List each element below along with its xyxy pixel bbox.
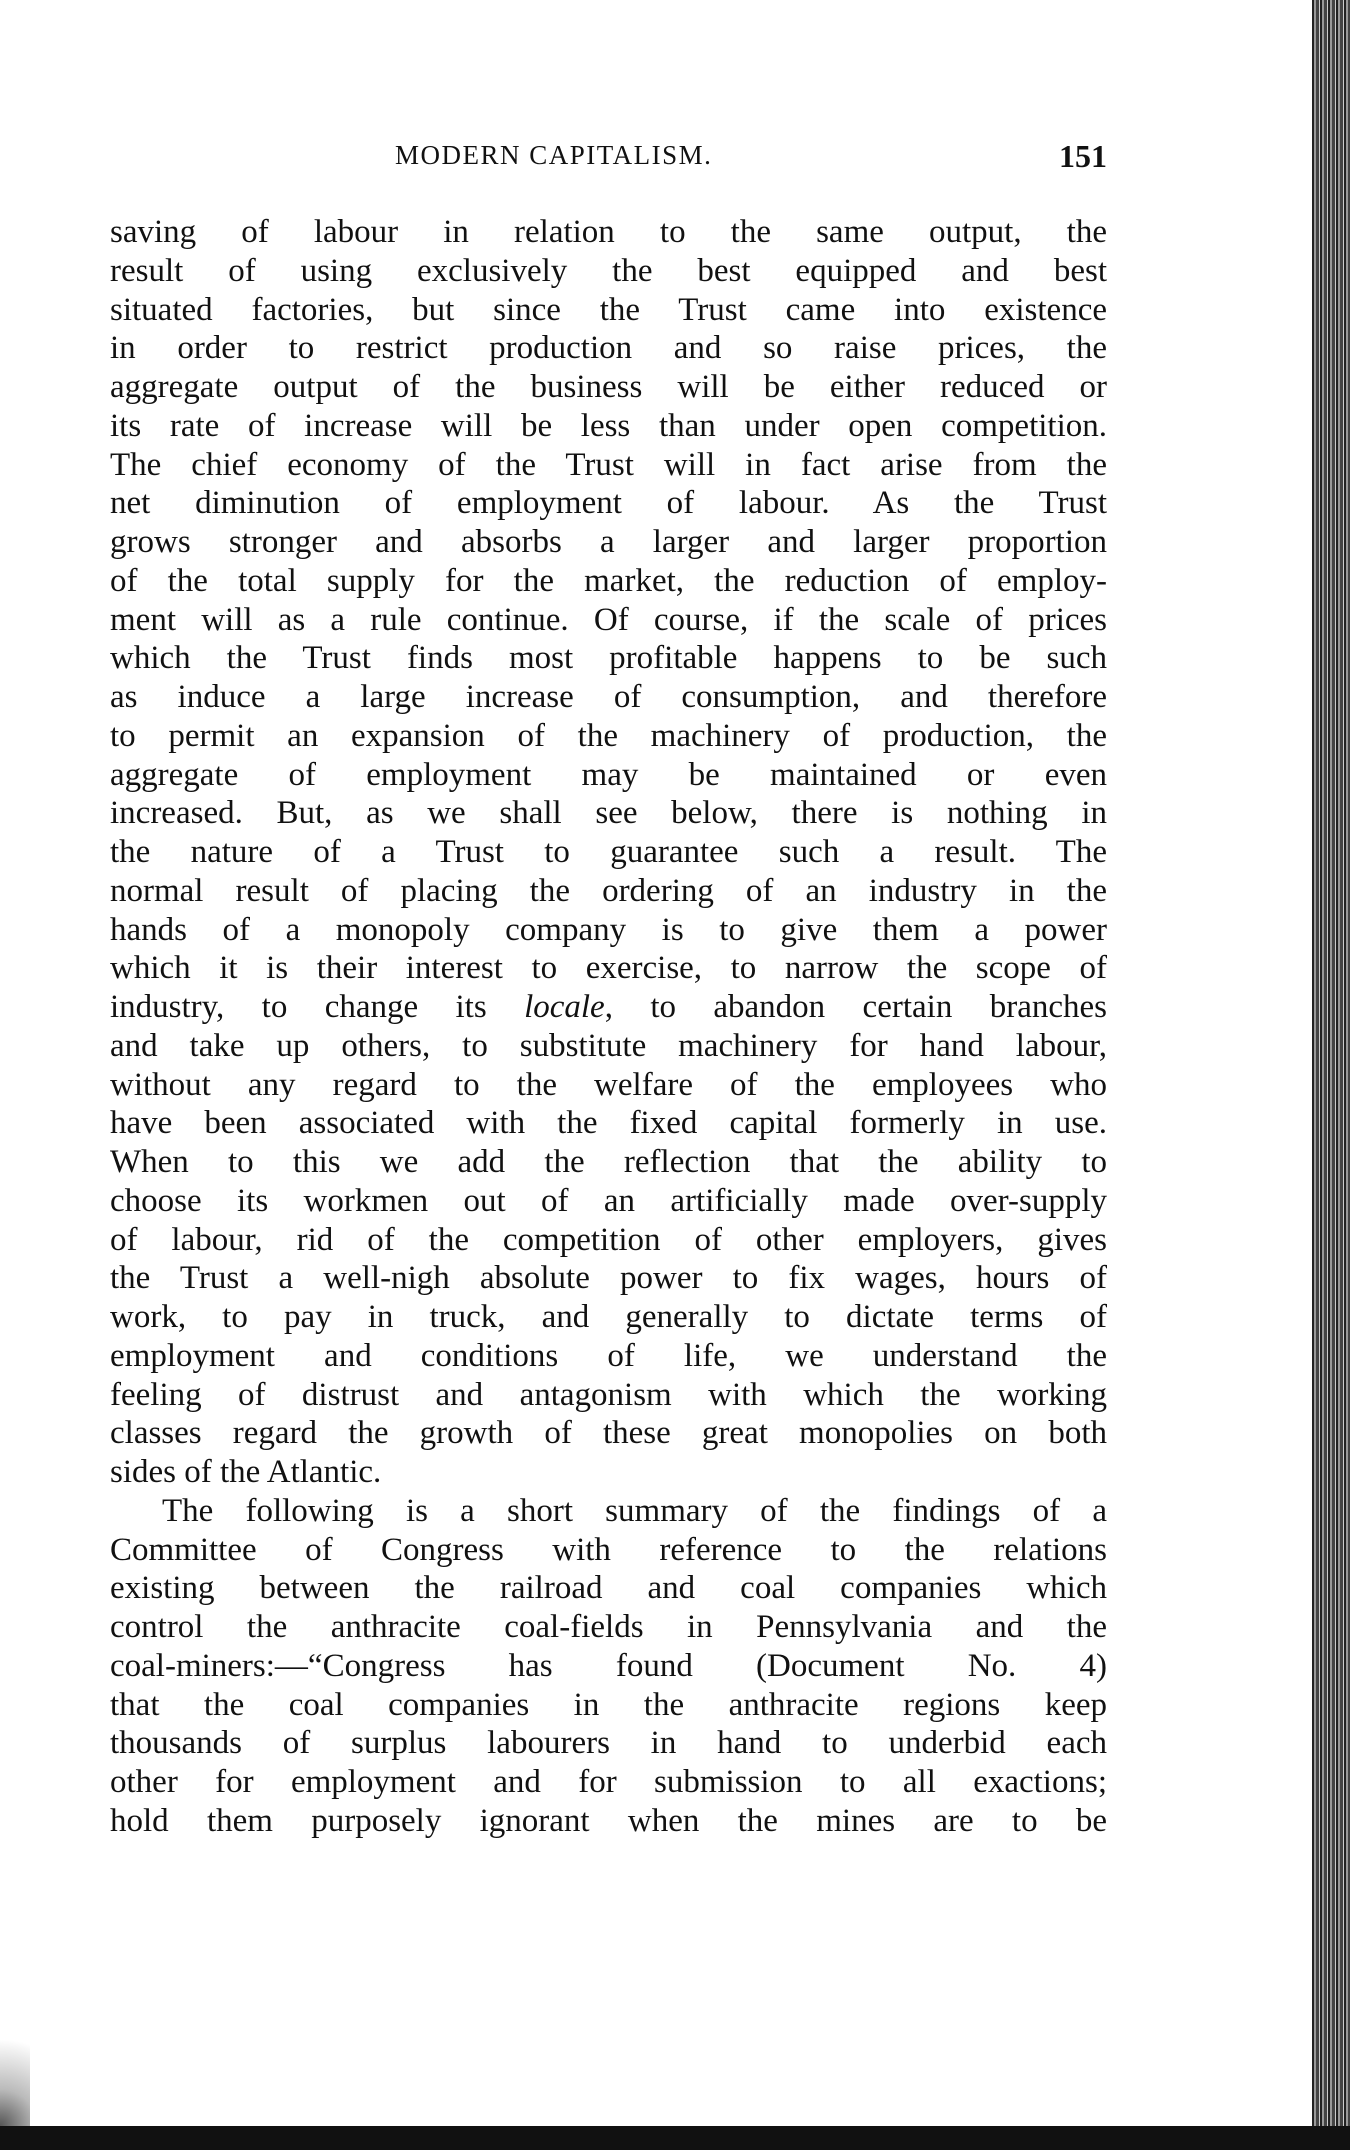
paragraph	[110, 1492, 1107, 1841]
text-line: thousands of surplus labourers in hand to underbid each	[110, 1725, 1107, 1762]
text-line: control the anthracite coal-fields in Pennsylvania and the	[110, 1609, 1107, 1645]
text-line: The chief economy of the Trust will in fact arise from the	[110, 446, 1107, 483]
text-line: normal result of placing the ordering of an industry in the	[110, 872, 1107, 909]
text-line: work, to pay in truck, and generally to dictate terms of	[110, 1299, 1107, 1335]
book-binding-edge	[1312, 0, 1350, 2150]
text-line: without any regard to the welfare of the employees who	[110, 1066, 1107, 1103]
text-line: situated factories, but since the Trust came into existence	[110, 291, 1107, 328]
text-line: the Trust a well-nigh absolute power to fix wages, hours of	[110, 1260, 1107, 1297]
text-line: choose its workmen out of an artificially made over-supply	[110, 1182, 1107, 1219]
italic-word: locale	[524, 989, 605, 1025]
text-line: as induce a large increase of consumption, and therefore	[110, 679, 1107, 715]
text-line: existing between the railroad and coal companies which	[110, 1570, 1107, 1607]
text-line: result of using exclusively the best equipped and best	[110, 252, 1107, 289]
text-line: increased. But, as we shall see below, there is nothing in	[110, 795, 1107, 832]
text-line: employment and conditions of life, we understand the	[110, 1337, 1107, 1374]
paragraph	[110, 213, 1107, 1492]
page-number: 151	[1059, 138, 1107, 174]
page-bottom-edge	[0, 2126, 1350, 2150]
running-title: MODERN CAPITALISM.	[395, 140, 713, 170]
text-line: When to this we add the reflection that the ability to	[110, 1144, 1107, 1180]
text-line: ment will as a rule continue. Of course, if the scale of prices	[110, 601, 1107, 638]
page-header	[110, 140, 1107, 184]
text-line: grows stronger and absorbs a larger and larger proportion	[110, 524, 1107, 560]
text-line: in order to restrict production and so raise prices, the	[110, 330, 1107, 367]
text-line: of labour, rid of the competition of other employers, gives	[110, 1221, 1107, 1258]
text-line: have been associated with the fixed capital formerly in use.	[110, 1105, 1107, 1142]
text-line: coal-miners:—“Congress has found (Document No. 4)	[110, 1647, 1107, 1684]
text-line: aggregate of employment may be maintained or even	[110, 756, 1107, 793]
text-line: aggregate output of the business will be either reduced or	[110, 369, 1107, 405]
text-line: that the coal companies in the anthracite regions keep	[110, 1686, 1107, 1723]
text-line: Committee of Congress with reference to the relations	[110, 1531, 1107, 1568]
text-line: to permit an expansion of the machinery of production, the	[110, 717, 1107, 754]
text-line: classes regard the growth of these great monopolies on both	[110, 1415, 1107, 1452]
text-line: other for employment and for submission to all exactions;	[110, 1764, 1107, 1800]
text-line: The following is a short summary of the findings of a	[162, 1492, 1107, 1529]
text-line: hold them purposely ignorant when the mines are to be	[110, 1802, 1107, 1839]
text-line: which it is their interest to exercise, to narrow the scope of	[110, 950, 1107, 987]
text-line: and take up others, to substitute machinery for hand labour,	[110, 1027, 1107, 1064]
text-line: feeling of distrust and antagonism with which the working	[110, 1376, 1107, 1413]
text-line: net diminution of employment of labour. As the Trust	[110, 485, 1107, 522]
text-line: sides of the Atlantic.	[110, 1454, 382, 1490]
scan-artifact	[0, 2006, 30, 2126]
text-line: the nature of a Trust to guarantee such a result. The	[110, 834, 1107, 870]
text-line: which the Trust finds most profitable happens to be such	[110, 640, 1107, 677]
text-line: industry, to change its locale, to abandon certain branches	[110, 989, 1107, 1025]
text-line: saving of labour in relation to the same output, the	[110, 214, 1107, 250]
body-text	[110, 213, 1107, 1841]
text-line: its rate of increase will be less than under open competition.	[110, 407, 1107, 444]
text-line: hands of a monopoly company is to give them a power	[110, 911, 1107, 948]
text-line: of the total supply for the market, the reduction of employ-	[110, 562, 1107, 599]
